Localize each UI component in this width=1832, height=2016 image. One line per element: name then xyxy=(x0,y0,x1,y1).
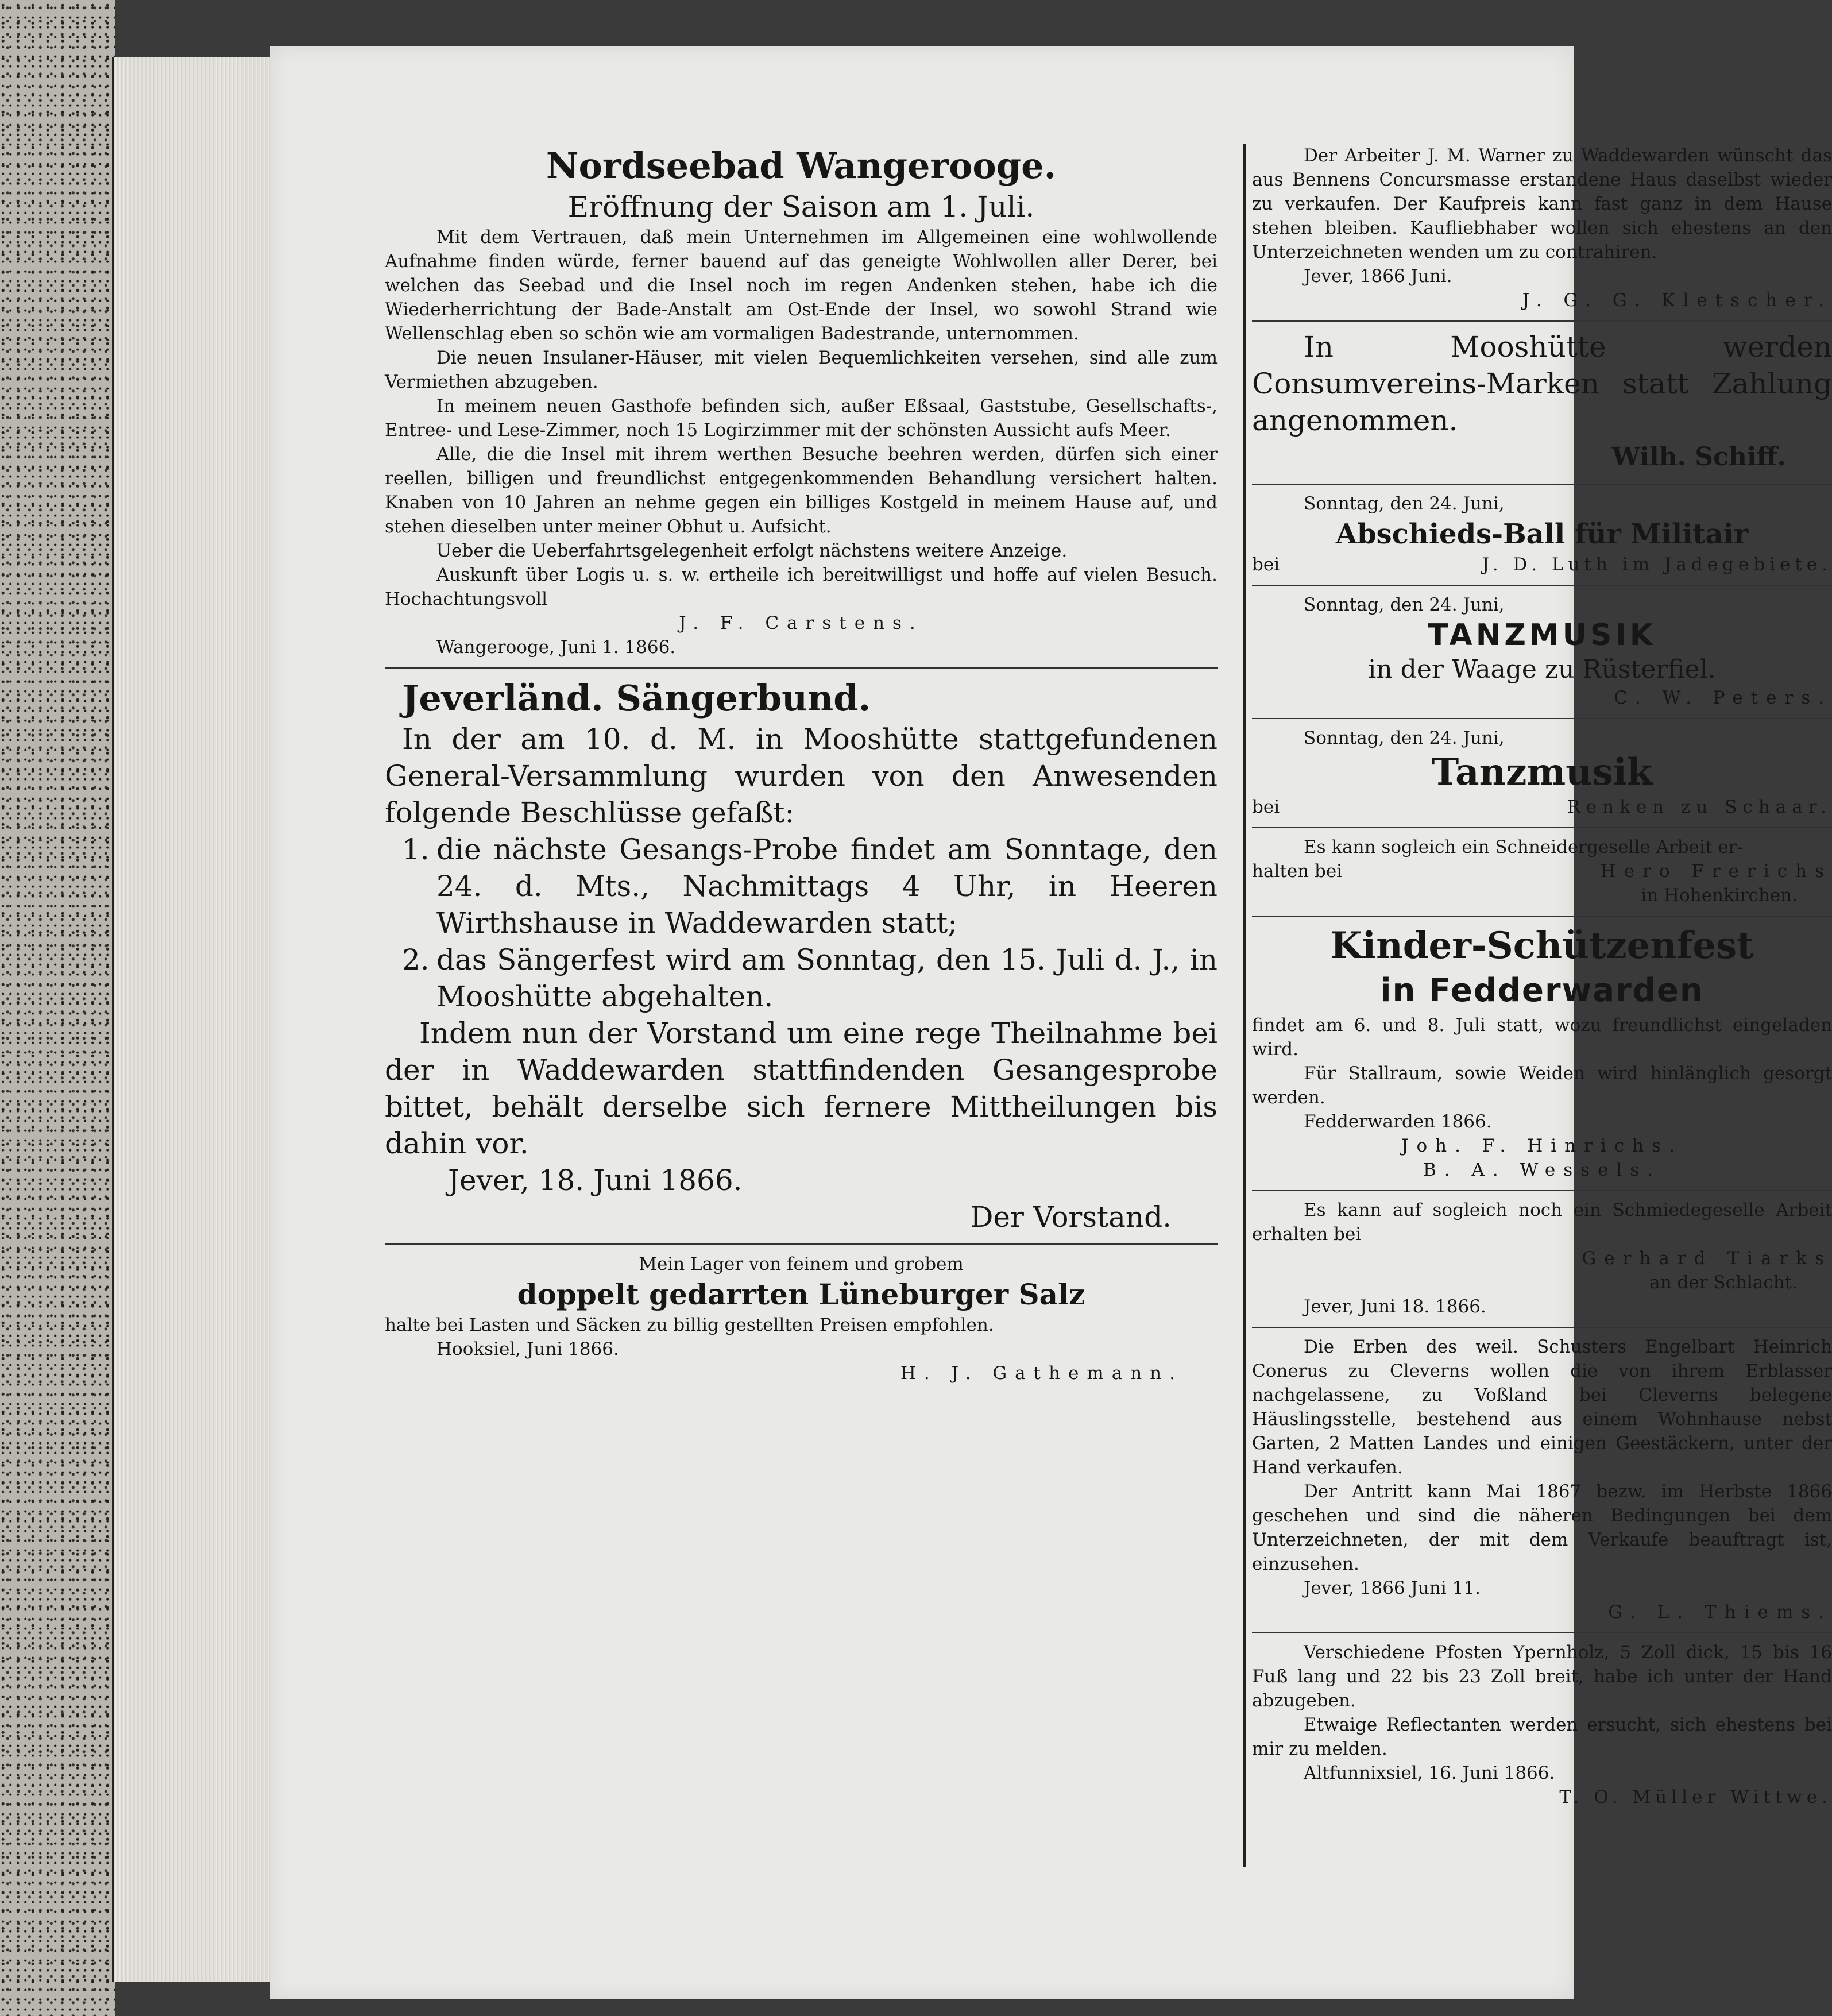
ad-schneidergeselle xyxy=(1252,835,1832,907)
date: Jever, 1866 Juni. xyxy=(1304,266,1452,287)
divider xyxy=(1252,585,1832,586)
place-date: Altfunnixsiel, 16. Juni 1866. xyxy=(1304,1763,1555,1783)
host-line xyxy=(1252,553,1832,577)
ad-title: Abschieds-Ball für Militair xyxy=(1335,518,1749,550)
paragraph: Indem nun der Vorstand um eine rege Theilnahme bei der in Waddewarden stattfindenden Gesangesprobe bittet, behält derselbe sich fernere Mittheilungen bis dahin vor. xyxy=(385,1017,1218,1160)
signature: Joh. F. Hinrichs. xyxy=(1401,1136,1683,1156)
divider xyxy=(1252,1632,1832,1633)
date: Jever, Juni 18. 1866. xyxy=(1304,1296,1486,1317)
list-number: 1. xyxy=(402,833,430,866)
paragraph: Ueber die Ueberfahrtsgelegenheit erfolgt nächstens weitere Anzeige. xyxy=(436,540,1068,561)
ad-title: Kinder-Schützenfest xyxy=(1330,924,1754,967)
paragraph: halte bei Lasten und Säcken zu billig gestellten Preisen empfohlen. xyxy=(385,1315,994,1335)
ad-title-place: in Fedderwarden xyxy=(1380,972,1704,1009)
ad-ypernholz xyxy=(1252,1640,1832,1809)
place-date: Fedderwarden 1866. xyxy=(1304,1111,1492,1132)
host-line xyxy=(1252,859,1832,883)
paragraph: Alle, die die Insel mit ihrem werthen Besuche beehren werden, dürfen sich einer reellen, billigen und freundlichst entgegenkommenden Behandlung versichert halten. Knaben von 10 Jahren an nehme gegen ein billiges Kostgeld in meinem Hause auf, und stehen dieselben unter meiner Obhut u. Aufsicht. xyxy=(385,444,1218,537)
host-line xyxy=(1252,795,1832,819)
ad-saengerbund xyxy=(385,676,1218,1235)
host-place: an der Schlacht. xyxy=(1649,1272,1798,1293)
left-column xyxy=(385,144,1218,1999)
signature: B. A. Wessels. xyxy=(1423,1160,1661,1180)
column-divider xyxy=(1243,144,1246,1867)
list-text: das Sängerfest wird am Sonntag, den 15. Juli d. J., in Mooshütte abgehalten. xyxy=(436,943,1218,1013)
paragraph: Die neuen Insulaner-Häuser, mit vielen Bequemlichkeiten versehen, sind alle zum Vermiethen abzugeben. xyxy=(385,347,1218,392)
ad-title: Tanzmusik xyxy=(1431,751,1653,794)
divider xyxy=(385,1243,1218,1245)
signature: G. L. Thiems. xyxy=(1608,1602,1832,1623)
divider xyxy=(1252,718,1832,719)
ad-title: TANZMUSIK xyxy=(1428,618,1656,652)
ad-salz xyxy=(385,1252,1218,1385)
place-date: Wangerooge, Juni 1. 1866. xyxy=(436,637,676,658)
ad-kinderschuetzenfest xyxy=(1252,924,1832,1182)
paragraph: Der Arbeiter J. M. Warner zu Waddewarden wünscht das aus Bennens Concursmasse erstandene Haus daselbst wieder zu verkaufen. Der Kaufpreis kann fast ganz in dem Hause stehen bleiben. Kaufliebhaber wollen sich ehestens an den Unterzeichneten wenden um zu contrahiren. xyxy=(1252,145,1832,262)
signature: J. G. G. Kletscher. xyxy=(1522,290,1832,311)
paragraph: In meinem neuen Gasthofe befinden sich, außer Eßsaal, Gaststube, Gesellschafts-, Entree- und Lese-Zimmer, noch 15 Logirzimmer mit der schönsten Aussicht aufs Meer. xyxy=(385,396,1218,441)
list-text: die nächste Gesangs-Probe findet am Sonntage, den 24. d. Mts., Nachmittags 4 Uhr, in Heeren Wirthshause in Waddewarden statt; xyxy=(436,833,1218,940)
date: Sonntag, den 24. Juni, xyxy=(1304,493,1505,514)
newspaper-page xyxy=(270,46,1832,1999)
host: Hero Frerichs xyxy=(1600,861,1832,882)
paragraph: Verschiedene Pfosten Ypernholz, 5 Zoll dick, 15 bis 16 Fuß lang und 22 bis 23 Zoll breit, habe ich unter der Hand abzugeben. xyxy=(1252,1642,1832,1711)
headline: In Mooshütte werden Consumvereins-Marken statt Zahlung angenommen. xyxy=(1252,330,1832,437)
host: Renken zu Schaar. xyxy=(1567,797,1832,817)
book-cover-edge xyxy=(0,0,115,2016)
ad-headline: doppelt gedarrten Lüneburger Salz xyxy=(517,1277,1085,1311)
paragraph: Es kann auf sogleich noch ein Schmiedegeselle Arbeit erhalten bei xyxy=(1252,1200,1832,1245)
place-date: Jever, 18. Juni 1866. xyxy=(448,1164,743,1197)
paragraph: Mit dem Vertrauen, daß mein Unternehmen im Allgemeinen eine wohlwollende Aufnahme finden würde, ferner bauend auf das geneigte Wohlwollen aller Derer, bei welchen das Seebad und die Insel noch im regen Andenken stehen, habe ich die Wiederherrichtung der Bade-Anstalt am Ost-Ende der Insel, wo sowohl Strand wie Wellenschlag eben so schön wie am vormaligen Badestrande, unternommen. xyxy=(385,227,1218,344)
paragraph: Der Antritt kann Mai 1867 bezw. im Herbste 1866 geschehen und sind die näheren Bedingungen bei dem Unterzeichneten, der mit dem Verkaufe beauftragt ist, einzusehen. xyxy=(1252,1481,1832,1574)
paragraph: Auskunft über Logis u. s. w. ertheile ich bereitwilligst und hoffe auf vielen Besuch. Hochachtungsvoll xyxy=(385,565,1218,609)
divider xyxy=(385,667,1218,669)
list-item xyxy=(385,831,1218,941)
divider xyxy=(1252,827,1832,828)
ad-warner xyxy=(1252,144,1832,312)
signature: Der Vorstand. xyxy=(970,1200,1172,1234)
list-item xyxy=(385,941,1218,1015)
ad-wangerooge xyxy=(385,144,1218,659)
divider xyxy=(1252,484,1832,485)
ad-tanzmusik-1 xyxy=(1252,593,1832,710)
paragraph: Die Erben des weil. Schusters Engelbart Heinrich Conerus zu Cleverns wollen die von ihrem Erblasser nachgelassene, zu Voßland bei Cleverns belegene Häuslingsstelle, bestehend aus einem Wohnhause nebst Garten, 2 Matten Landes und einigen Geestäckern, unter der Hand verkaufen. xyxy=(1252,1337,1832,1478)
right-column xyxy=(1252,144,1832,1999)
ad-mooshuette xyxy=(1252,329,1832,476)
place: in der Waage zu Rüsterfiel. xyxy=(1368,655,1716,684)
list-number: 2. xyxy=(402,943,430,976)
signature: C. W. Peters. xyxy=(1614,688,1832,708)
book-page-edges xyxy=(112,57,275,1982)
paragraph: In der am 10. d. M. in Mooshütte stattgefundenen General-Versammlung wurden von den Anwesenden folgende Beschlüsse gefaßt: xyxy=(385,723,1218,829)
signature: J. F. Carstens. xyxy=(679,613,923,634)
paragraph: Etwaige Reflectanten werden ersucht, sich ehestens bei mir zu melden. xyxy=(1252,1714,1832,1759)
paragraph: Es kann sogleich ein Schneidergeselle Arbeit er- xyxy=(1304,837,1743,858)
ad-schmiedegeselle xyxy=(1252,1198,1832,1319)
place-date: Hooksiel, Juni 1866. xyxy=(436,1339,619,1360)
date: Sonntag, den 24. Juni, xyxy=(1304,728,1505,748)
host: Gerhard Tiarks xyxy=(1582,1248,1832,1269)
ad-intro: Mein Lager von feinem und grobem xyxy=(639,1254,964,1275)
signature: Wilh. Schiff. xyxy=(1611,442,1786,472)
paragraph: findet am 6. und 8. Juli statt, wozu freundlichst eingeladen wird. xyxy=(1252,1015,1832,1060)
divider xyxy=(1252,1190,1832,1191)
ad-subtitle: Eröffnung der Saison am 1. Juli. xyxy=(567,190,1035,223)
text: halten bei xyxy=(1252,861,1343,882)
divider xyxy=(1252,1327,1832,1328)
ad-tanzmusik-2 xyxy=(1252,726,1832,819)
date: Jever, 1866 Juni 11. xyxy=(1304,1578,1481,1598)
label-bei: bei xyxy=(1252,554,1280,575)
host: J. D. Luth im Jadegebiete. xyxy=(1482,554,1832,575)
label-bei: bei xyxy=(1252,797,1280,817)
date: Sonntag, den 24. Juni, xyxy=(1304,594,1505,615)
ad-erben-conerus xyxy=(1252,1335,1832,1624)
ad-abschiedsball xyxy=(1252,492,1832,577)
divider xyxy=(1252,916,1832,917)
signature: T. O. Müller Wittwe. xyxy=(1559,1787,1832,1808)
paragraph: Für Stallraum, sowie Weiden wird hinlänglich gesorgt werden. xyxy=(1252,1063,1832,1108)
signature: H. J. Gathemann. xyxy=(900,1363,1183,1384)
divider xyxy=(1252,320,1832,322)
host-place: in Hohenkirchen. xyxy=(1641,885,1798,906)
ad-title: Jeverländ. Sängerbund. xyxy=(402,677,871,719)
ad-title: Nordseebad Wangerooge. xyxy=(546,145,1057,187)
